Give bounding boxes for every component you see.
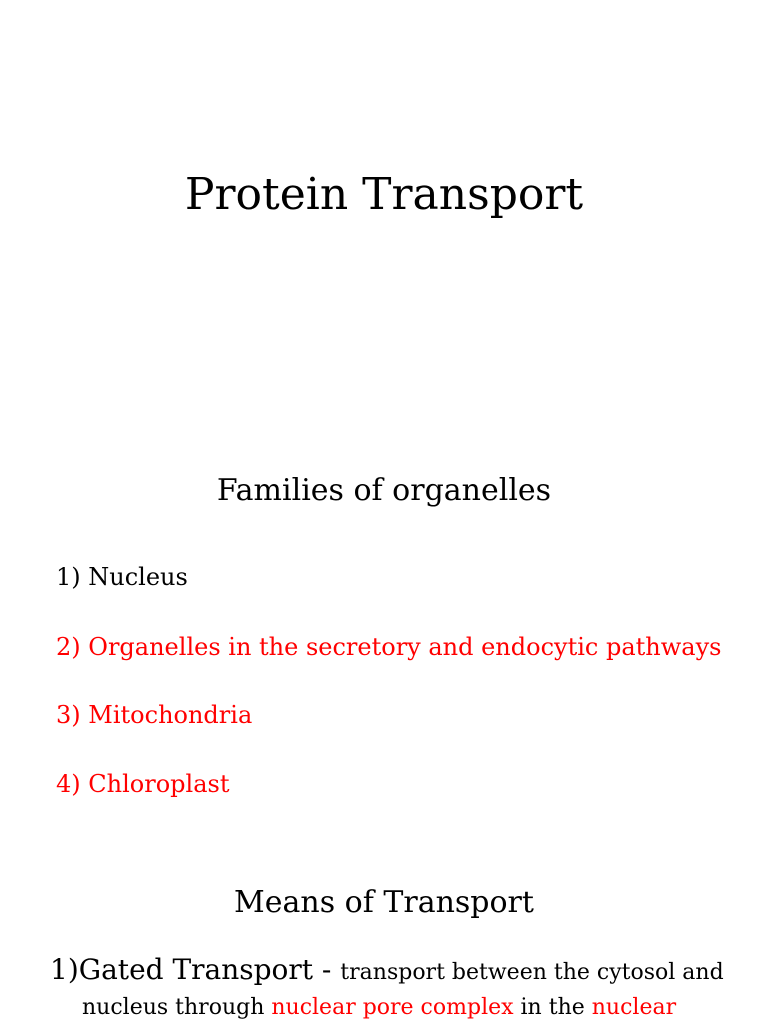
transport-text: in the <box>513 995 592 1020</box>
transport-item-description: transport between the cytosol and <box>340 960 724 985</box>
organelle-item-label: Organelles in the secretory and endocytic pathways <box>88 633 722 661</box>
transport-item-gated <box>50 952 750 1024</box>
means-heading: Means of Transport <box>234 885 534 920</box>
highlight-term: nuclear pore complex <box>271 995 514 1020</box>
transport-item-name: Gated Transport <box>78 953 314 986</box>
organelle-item-label: Nucleus <box>88 563 188 591</box>
organelle-item-number: 2) <box>56 633 81 661</box>
transport-text: nucleus through <box>82 995 272 1020</box>
organelle-item-chloroplast <box>56 769 229 799</box>
transport-item-number: 1) <box>50 953 79 986</box>
organelle-item-number: 4) <box>56 770 81 798</box>
organelle-item-label: Chloroplast <box>88 770 230 798</box>
organelle-item-number: 1) <box>56 563 81 591</box>
organelle-item-label: Mitochondria <box>88 701 253 729</box>
families-heading: Families of organelles <box>216 473 552 508</box>
organelle-item-secretory-endocytic <box>56 632 721 662</box>
organelle-item-nucleus <box>56 562 188 592</box>
highlight-term: nuclear <box>591 995 677 1020</box>
organelle-item-mitochondria <box>56 700 252 730</box>
transport-item-line <box>82 992 750 1024</box>
transport-item-dash: - <box>313 953 341 986</box>
organelle-item-number: 3) <box>56 701 81 729</box>
transport-item-line <box>50 952 750 992</box>
page-title: Protein Transport <box>184 169 584 220</box>
